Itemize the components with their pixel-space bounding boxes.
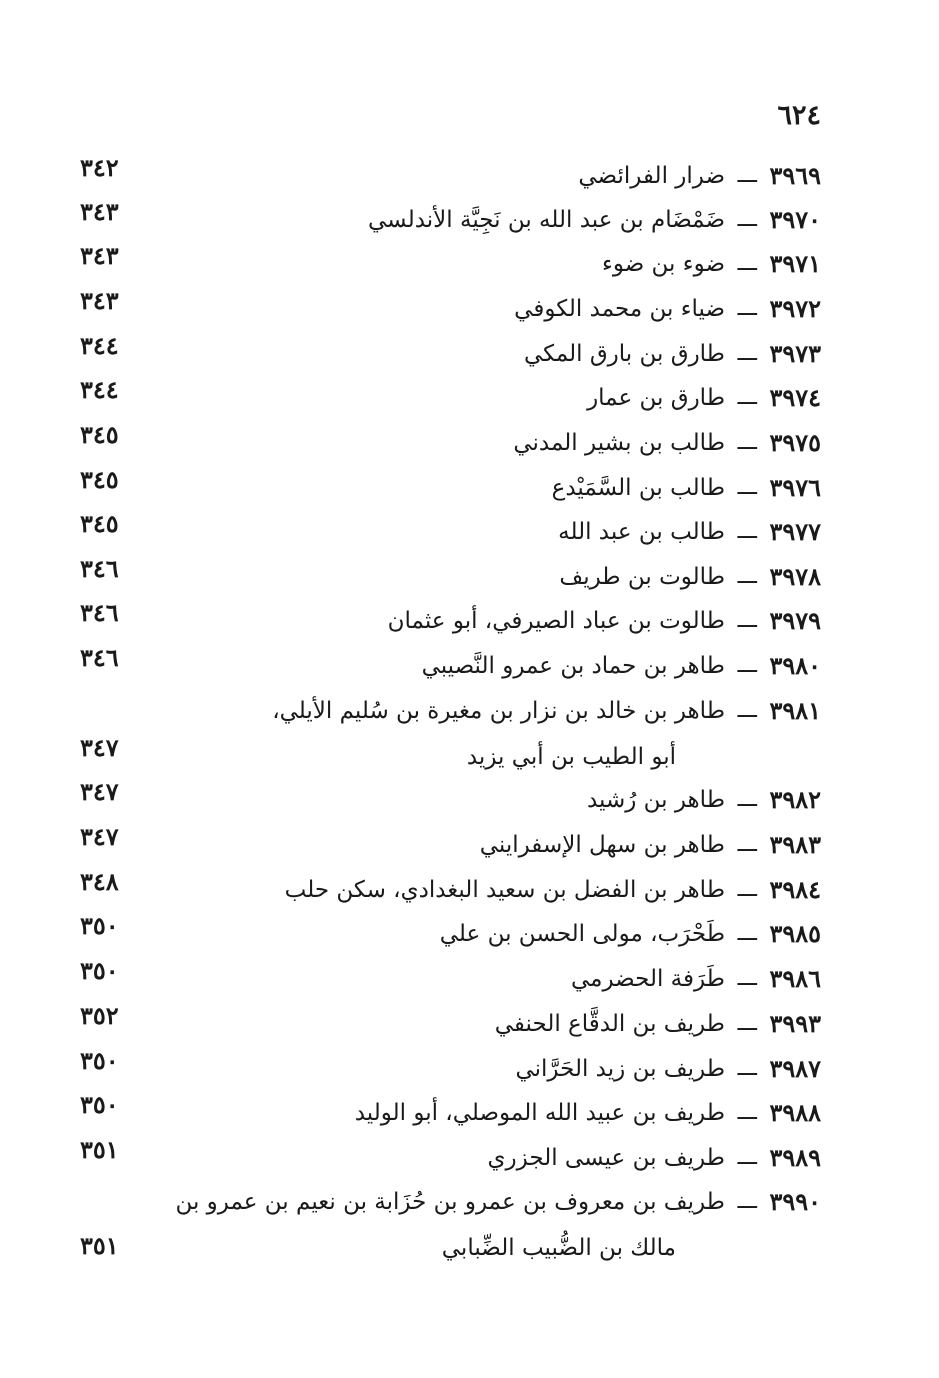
- entry-page-ref: ٣٤٦: [80, 554, 119, 583]
- entry-page-ref: ٣٥١: [80, 1231, 119, 1260]
- entry-dash: ـــ: [737, 1189, 757, 1214]
- entry-dash: ـــ: [737, 163, 757, 188]
- entry-name: طريف بن عبيد الله الموصلي، أبو الوليد: [354, 1100, 725, 1126]
- entry-page-ref: ٣٤٣: [80, 286, 119, 315]
- entry-name: طاهر بن حماد بن عمرو النَّصيبي: [421, 653, 725, 679]
- entry-number: ٣٩٦٩: [769, 161, 821, 190]
- entry-dash: ـــ: [737, 1145, 757, 1170]
- entry-page-ref: ٣٤٧: [80, 777, 119, 806]
- entry-number: ٣٩٨٧: [769, 1054, 821, 1083]
- entry-name: طاهر بن سهل الإسفرايني: [479, 832, 725, 858]
- index-entry: [80, 331, 821, 374]
- entry-page-ref: ٣٥٠: [80, 1046, 119, 1075]
- index-entry: [80, 286, 821, 329]
- entry-dash: ـــ: [737, 385, 757, 410]
- index-entry: [80, 1135, 821, 1178]
- entry-dash: ـــ: [737, 787, 757, 812]
- entry-name: طارق بن عمار: [587, 385, 725, 411]
- entry-name: طريف بن معروف بن عمرو بن حُزَابة بن نعيم بن عمرو بن: [175, 1189, 725, 1215]
- entry-dash: ـــ: [737, 251, 757, 276]
- entry-page-ref: ٣٤٧: [80, 733, 119, 762]
- entry-dash: ـــ: [737, 1100, 757, 1125]
- entry-dash: ـــ: [737, 564, 757, 589]
- entry-page-ref: ٣٤٤: [80, 375, 119, 404]
- index-entry: [80, 598, 821, 641]
- entry-page-ref: ٣٤٦: [80, 643, 119, 672]
- entry-number: ٣٩٧٥: [769, 428, 821, 457]
- index-entry: [80, 241, 821, 284]
- entry-number: ٣٩٧٠: [769, 205, 821, 234]
- entry-dash: ـــ: [737, 430, 757, 455]
- entry-page-ref: ٣٤٥: [80, 420, 119, 449]
- entry-dash: ـــ: [737, 1011, 757, 1036]
- index-entry: [80, 153, 821, 196]
- entry-dash: ـــ: [737, 921, 757, 946]
- entry-name: طالب بن السَّمَيْدع: [551, 475, 725, 501]
- entry-name: طريف بن الدقَّاع الحنفي: [494, 1011, 725, 1037]
- entry-dash: ـــ: [737, 832, 757, 857]
- index-entry: [80, 956, 821, 999]
- entry-page-ref: ٣٤٧: [80, 822, 119, 851]
- index-entry: [80, 691, 821, 770]
- entry-page-ref: ٣٥٢: [80, 1001, 119, 1030]
- index-entry: [80, 197, 821, 240]
- entry-name: طالب بن بشير المدني: [513, 430, 725, 456]
- index-entry: [80, 777, 821, 820]
- index-entry: [80, 822, 821, 865]
- entry-number: ٣٩٧٧: [769, 517, 821, 546]
- index-entry: [80, 911, 821, 954]
- entry-name: طاهر بن خالد بن نزار بن مغيرة بن سُليم الأيلي،: [272, 698, 725, 724]
- entry-name: ضرار الفرائضي: [578, 163, 725, 189]
- index-entry: [80, 867, 821, 910]
- page-number: ٦٢٤: [777, 100, 821, 131]
- entry-dash: ـــ: [737, 653, 757, 678]
- index-entry: [80, 1046, 821, 1089]
- entry-dash: ـــ: [737, 1056, 757, 1081]
- entry-dash: ـــ: [737, 877, 757, 902]
- entry-dash: ـــ: [737, 698, 757, 723]
- entry-page-ref: ٣٤٣: [80, 241, 119, 270]
- entry-name: طالوت بن طريف: [559, 564, 725, 590]
- entry-number: ٣٩٨٦: [769, 964, 821, 993]
- index-entry: [80, 643, 821, 686]
- entry-page-ref: ٣٤٤: [80, 331, 119, 360]
- entry-number: ٣٩٨٨: [769, 1098, 821, 1127]
- entry-dash: ـــ: [737, 207, 757, 232]
- entry-name: طاهر بن الفضل بن سعيد البغدادي، سكن حلب: [284, 877, 725, 903]
- entry-number: ٣٩٧٢: [769, 294, 821, 323]
- entry-number: ٣٩٨٤: [769, 875, 821, 904]
- entry-page-ref: ٣٤٥: [80, 509, 119, 538]
- entry-name-continuation: أبو الطيب بن أبي يزيد: [466, 744, 676, 770]
- entry-number: ٣٩٨٥: [769, 919, 821, 948]
- entry-dash: ـــ: [737, 475, 757, 500]
- entry-page-ref: ٣٤٦: [80, 598, 119, 627]
- entry-number: ٣٩٨٢: [769, 785, 821, 814]
- entry-page-ref: ٣٥٠: [80, 956, 119, 985]
- entry-page-ref: ٣٥١: [80, 1135, 119, 1164]
- entry-dash: ـــ: [737, 966, 757, 991]
- index-entry: [80, 509, 821, 552]
- entry-number: ٣٩٩٣: [769, 1009, 821, 1038]
- entry-number: ٣٩٨٠: [769, 651, 821, 680]
- index-entry: [80, 1090, 821, 1133]
- index-entry: [80, 1182, 821, 1261]
- entry-name: ضياء بن محمد الكوفي: [514, 296, 725, 322]
- entry-dash: ـــ: [737, 296, 757, 321]
- entry-name: طالب بن عبد الله: [558, 519, 725, 545]
- entry-page-ref: ٣٥٠: [80, 911, 119, 940]
- entry-number: ٣٩٧٨: [769, 562, 821, 591]
- entry-name: طاهر بن رُشيد: [586, 787, 725, 813]
- entry-page-ref: ٣٤٢: [80, 153, 119, 182]
- entry-name: طريف بن زيد الحَرَّاني: [515, 1056, 725, 1082]
- entry-number: ٣٩٨٩: [769, 1143, 821, 1172]
- entry-name-continuation: مالك بن الضُّبيب الضِّبابي: [441, 1235, 676, 1261]
- entry-page-ref: ٣٤٥: [80, 465, 119, 494]
- entry-number: ٣٩٧١: [769, 249, 821, 278]
- entry-number: ٣٩٨٣: [769, 830, 821, 859]
- entry-number: ٣٩٨١: [769, 696, 821, 725]
- index-entry: [80, 420, 821, 463]
- entry-name: طارق بن بارق المكي: [523, 341, 725, 367]
- entry-number: ٣٩٩٠: [769, 1187, 821, 1216]
- entry-name: طَرَفة الحضرمي: [570, 966, 725, 992]
- entry-name: طالوت بن عباد الصيرفي، أبو عثمان: [387, 608, 725, 634]
- entry-name: طَحْرَب، مولى الحسن بن علي: [439, 921, 725, 947]
- entry-number: ٣٩٧٩: [769, 606, 821, 635]
- entry-dash: ـــ: [737, 519, 757, 544]
- entry-page-ref: ٣٥٠: [80, 1090, 119, 1119]
- index-entry: [80, 375, 821, 418]
- entry-page-ref: ٣٤٣: [80, 197, 119, 226]
- index-entry: [80, 554, 821, 597]
- entry-dash: ـــ: [737, 608, 757, 633]
- entry-name: ضوء بن ضوء: [602, 251, 725, 277]
- entry-page-ref: ٣٤٨: [80, 867, 119, 896]
- index-entry: [80, 1001, 821, 1044]
- entry-dash: ـــ: [737, 341, 757, 366]
- entry-number: ٣٩٧٣: [769, 339, 821, 368]
- entry-name: طريف بن عيسى الجزري: [487, 1145, 725, 1171]
- entry-name: ضَمْضَام بن عبد الله بن نَجِيَّة الأندلسي: [368, 207, 725, 233]
- index-entry: [80, 465, 821, 508]
- entry-number: ٣٩٧٤: [769, 383, 821, 412]
- entry-number: ٣٩٧٦: [769, 473, 821, 502]
